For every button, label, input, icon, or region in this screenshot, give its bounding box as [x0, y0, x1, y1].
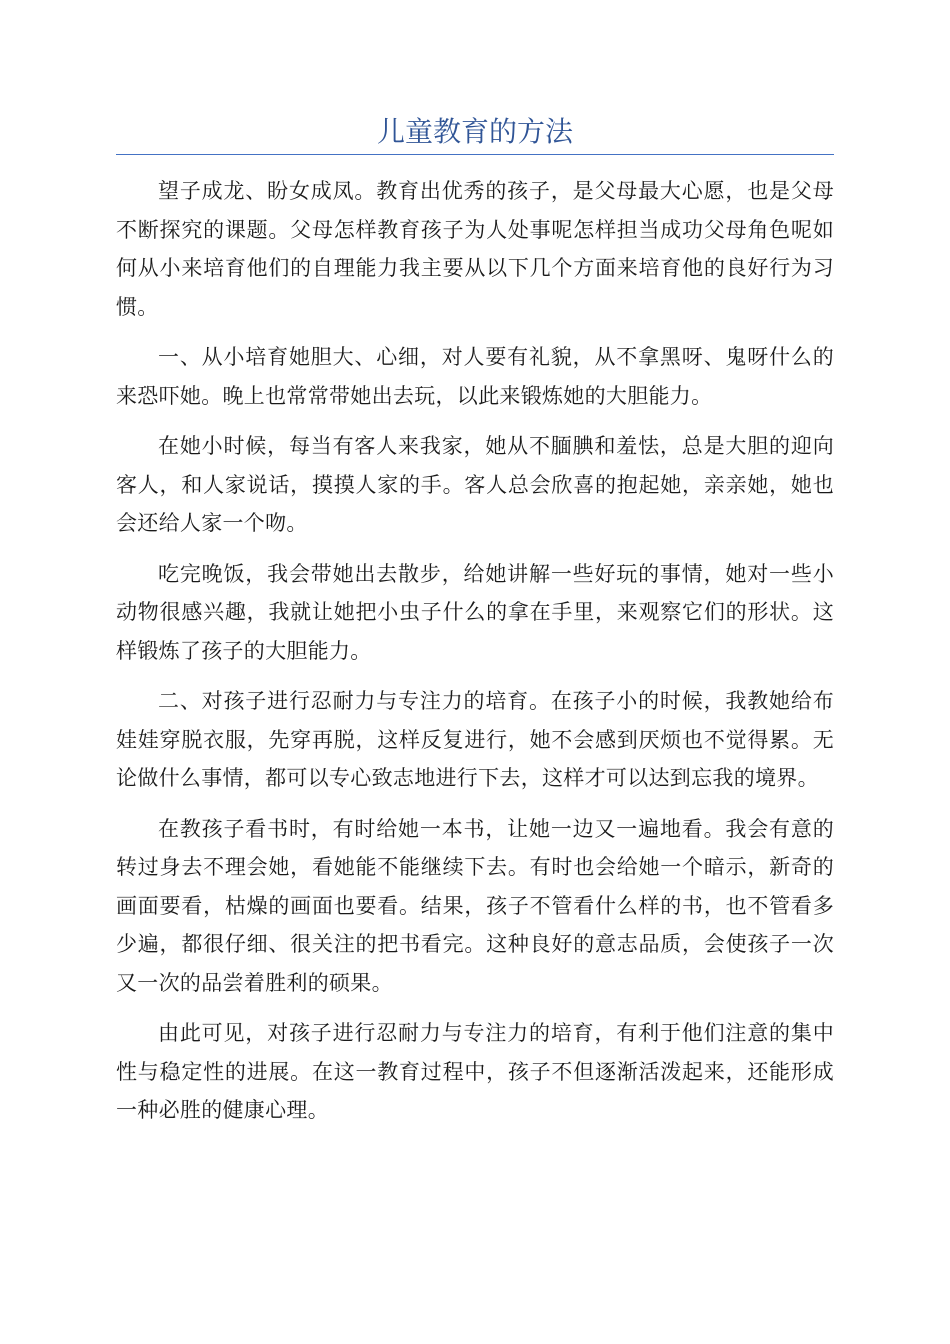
- title-underline: [116, 154, 834, 155]
- page-title: 儿童教育的方法: [376, 115, 573, 148]
- paragraph-section-one: 一、从小培育她胆大、心细，对人要有礼貌，从不拿黑呀、鬼呀什么的来恐吓她。晚上也常常带她出去玩，以此来锻炼她的大胆能力。: [116, 345, 834, 408]
- document-body: [116, 172, 834, 1142]
- paragraph-walk: 吃完晚饭，我会带她出去散步，给她讲解一些好玩的事情，她对一些小动物很感兴趣，我就让她把小虫子什么的拿在手里，来观察它们的形状。这样锻炼了孩子的大胆能力。: [116, 561, 834, 663]
- paragraph-section-two: 二、对孩子进行忍耐力与专注力的培育。在孩子小的时候，我教她给布娃娃穿脱衣服，先穿再脱，这样反复进行，她不会感到厌烦也不觉得累。无论做什么事情，都可以专心致志地进行下去，这样才可以达到忘我的境界。: [116, 689, 834, 790]
- paragraph-conclusion: 由此可见，对孩子进行忍耐力与专注力的培育，有利于他们注意的集中性与稳定性的进展。在这一教育过程中，孩子不但逐渐活泼起来，还能形成一种必胜的健康心理。: [116, 1021, 834, 1122]
- paragraph-intro: 望子成龙、盼女成凤。教育出优秀的孩子，是父母最大心愿，也是父母不断探究的课题。父母怎样教育孩子为人处事呢怎样担当成功父母角色呢如何从小来培育他们的自理能力我主要从以下几个方面来培育他的良好行为习惯。: [116, 179, 834, 319]
- paragraph-reading: 在教孩子看书时，有时给她一本书，让她一边又一遍地看。我会有意的转过身去不理会她，看她能不能继续下去。有时也会给她一个暗示，新奇的画面要看，枯燥的画面也要看。结果，孩子不管看什么样的书，也不管看多少遍，都很仔细、很关注的把书看完。这种良好的意志品质，会使孩子一次又一次的品尝着胜利的硕果。: [116, 816, 834, 995]
- paragraph-guests: 在她小时候，每当有客人来我家，她从不腼腆和羞怯，总是大胆的迎向客人，和人家说话，摸摸人家的手。客人总会欣喜的抱起她，亲亲她，她也会还给人家一个吻。: [116, 434, 834, 535]
